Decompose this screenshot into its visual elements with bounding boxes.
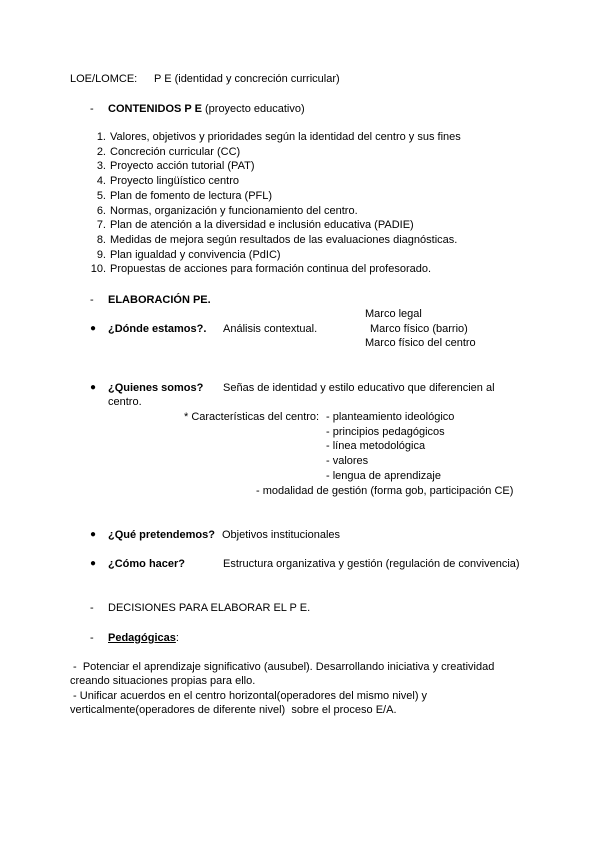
paragraph-line: - Unificar acuerdos en el centro horizontal(operadores del mismo nivel) y bbox=[70, 690, 428, 702]
header-left: LOE/LOMCE: bbox=[70, 73, 138, 85]
pedagogicas-dash: - bbox=[90, 632, 94, 644]
que-answer: Objetivos institucionales bbox=[222, 529, 341, 541]
contenidos-list bbox=[88, 130, 461, 277]
pedagogicas-heading bbox=[108, 631, 179, 645]
list-item: 8. Medidas de mejora según resultados de las evaluaciones diagnósticas. bbox=[96, 233, 458, 246]
modalidad-gestion: - modalidad de gestión (forma gob, participación CE) bbox=[256, 485, 514, 497]
decisiones-dash: - bbox=[90, 602, 94, 614]
como-question: ¿Cómo hacer? bbox=[108, 558, 186, 570]
elaboracion-title: ELABORACIÓN PE. bbox=[108, 294, 211, 306]
list-item: 6. Normas, organización y funcionamiento del centro. bbox=[96, 204, 358, 217]
caracteristica-item: - lengua de aprendizaje bbox=[326, 470, 441, 482]
caracteristica-item: - línea metodológica bbox=[326, 440, 426, 452]
pedagogicas-title: Pedagógicas bbox=[108, 632, 176, 644]
bullet-icon: ● bbox=[90, 558, 97, 569]
marco-legal: Marco legal bbox=[365, 308, 422, 320]
donde-question: ¿Dónde estamos?. bbox=[108, 323, 207, 335]
list-item: 5. Plan de fomento de lectura (PFL) bbox=[96, 189, 273, 202]
marco-fisico-barrio: Marco físico (barrio) bbox=[370, 323, 468, 335]
caracteristicas-label: * Características del centro: bbox=[184, 411, 320, 423]
list-item: 2. Concreción curricular (CC) bbox=[96, 145, 241, 158]
contenidos-title: CONTENIDOS P E bbox=[108, 103, 202, 115]
contenidos-heading bbox=[108, 102, 305, 116]
header-right: P E (identidad y concreción curricular) bbox=[154, 73, 340, 85]
caracteristica-item: - principios pedagógicos bbox=[326, 426, 445, 438]
quienes-answer: Señas de identidad y estilo educativo que diferencien al bbox=[223, 382, 495, 394]
paragraph-line: verticalmente(operadores de diferente nivel) sobre el proceso E/A. bbox=[70, 704, 397, 716]
contenidos-dash: - bbox=[90, 103, 94, 115]
list-item: 3. Proyecto acción tutorial (PAT) bbox=[96, 160, 255, 173]
bullet-icon: ● bbox=[90, 529, 97, 540]
bullet-icon: ● bbox=[90, 323, 97, 334]
marco-fisico-centro: Marco físico del centro bbox=[365, 337, 476, 349]
caracteristica-item: - valores bbox=[326, 455, 369, 467]
pedagogicas-colon: : bbox=[175, 632, 179, 644]
quienes-answer-cont: centro. bbox=[108, 396, 142, 408]
paragraph-line: - Potenciar el aprendizaje significativo (ausubel). Desarrollando iniciativa y creatividad bbox=[70, 661, 495, 673]
paragraph-line: creando situaciones propias para ello. bbox=[70, 675, 256, 687]
list-item: 4. Proyecto lingüístico centro bbox=[96, 175, 240, 188]
contenidos-subtitle: (proyecto educativo) bbox=[205, 103, 305, 115]
list-item: 7. Plan de atención a la diversidad e inclusión educativa (PADIE) bbox=[96, 219, 414, 232]
bullet-icon: ● bbox=[90, 382, 97, 393]
como-answer: Estructura organizativa y gestión (regulación de convivencia) bbox=[223, 558, 520, 570]
donde-answer: Análisis contextual. bbox=[223, 323, 318, 335]
list-item: 10. Propuestas de acciones para formación continua del profesorado. bbox=[90, 263, 432, 276]
list-item: 1. Valores, objetivos y prioridades según la identidad del centro y sus fines bbox=[96, 131, 461, 143]
que-question: ¿Qué pretendemos? bbox=[108, 529, 215, 541]
list-item: 9. Plan igualdad y convivencia (PdIC) bbox=[96, 248, 281, 261]
caracteristica-item: - planteamiento ideológico bbox=[326, 411, 455, 423]
decisiones-title: DECISIONES PARA ELABORAR EL P E. bbox=[108, 602, 311, 614]
elaboracion-dash: - bbox=[90, 294, 94, 306]
quienes-question: ¿Quienes somos? bbox=[108, 382, 204, 394]
